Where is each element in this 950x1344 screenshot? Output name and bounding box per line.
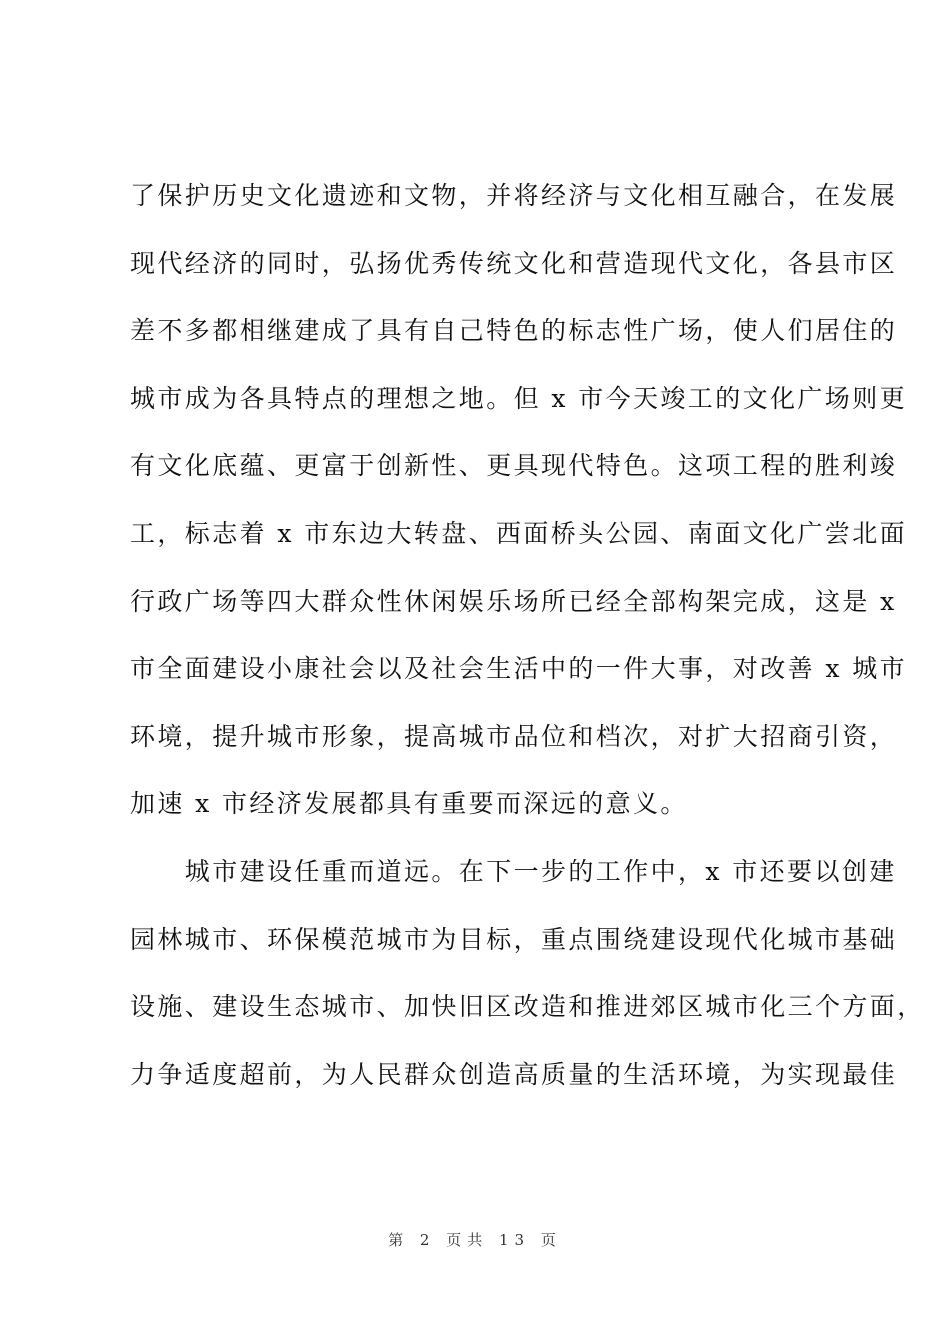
text-line: 差不多都相继建成了具有自己特色的标志性广场，使人们居住的 <box>130 316 898 346</box>
text-line: 工，标志着 x 市东边大转盘、西面桥头公园、南面文化广尝北面 <box>130 518 907 548</box>
body-text <box>130 170 925 1116</box>
text-line: 加速 x 市经济发展都具有重要而深远的意义。 <box>130 789 688 819</box>
page-number-footer: 第 2 页共 13 页 <box>388 1231 562 1249</box>
text-line: 园林城市、环保模范城市为目标，重点围绕建设现代化城市基础 <box>130 924 898 954</box>
text-line: 了保护历史文化遗迹和文物，并将经济与文化相互融合，在发展 <box>130 181 898 210</box>
text-line: 有文化底蕴、更富于创新性、更具现代特色。这项工程的胜利竣 <box>130 451 898 481</box>
text-line: 城市成为各具特点的理想之地。但 x 市今天竣工的文化广场则更 <box>130 383 907 413</box>
text-line: 现代经济的同时，弘扬优秀传统文化和营造现代文化，各县市区 <box>130 248 898 278</box>
text-line: 行政广场等四大群众性休闲娱乐场所已经全部构架完成，这是 x <box>130 586 897 616</box>
text-line: 设施、建设生态城市、加快旧区改造和推进郊区城市化三个方面， <box>130 992 925 1022</box>
text-line: 城市建设任重而道远。在下一步的工作中，x 市还要以创建 <box>130 856 897 886</box>
text-line: 力争适度超前，为人民群众创造高质量的生活环境，为实现最佳 <box>130 1059 898 1089</box>
text-line: 环境，提升城市形象，提高城市品位和档次，对扩大招商引资， <box>130 721 898 751</box>
text-line: 市全面建设小康社会以及社会生活中的一件大事，对改善 x 城市 <box>130 654 907 684</box>
